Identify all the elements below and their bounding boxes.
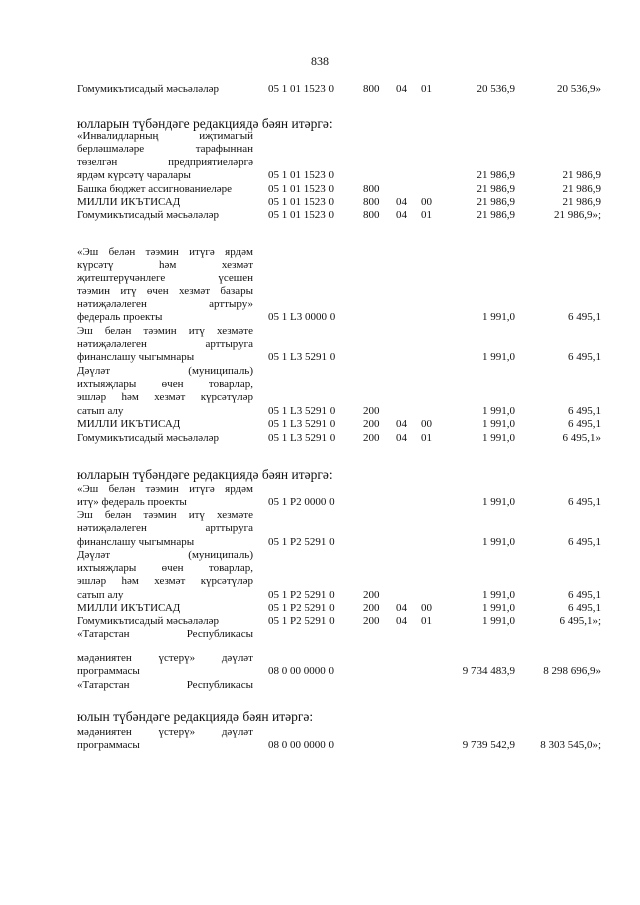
table-row bbox=[0, 509, 640, 522]
table-row bbox=[0, 432, 640, 445]
row-name: программасы bbox=[77, 665, 140, 677]
row-section: 04 bbox=[396, 432, 407, 444]
table-row bbox=[0, 602, 640, 615]
row-amount-1: 1 991,0 bbox=[482, 418, 515, 430]
row-name: МИЛЛИ ИКЪТИСАД bbox=[77, 196, 181, 208]
row-amount-2: 8 303 545,0»; bbox=[540, 739, 601, 751]
row-amount-2: 6 495,1 bbox=[568, 589, 601, 601]
row-section: 04 bbox=[396, 418, 407, 430]
row-amount-2: 8 298 696,9» bbox=[543, 665, 601, 677]
table-row bbox=[0, 272, 640, 285]
row-name bbox=[77, 259, 253, 272]
row-name bbox=[77, 549, 253, 562]
page-number: 838 bbox=[311, 54, 329, 68]
table-row bbox=[0, 496, 640, 509]
row-code: 05 1 01 1523 0 bbox=[268, 196, 334, 208]
row-name bbox=[77, 652, 253, 665]
row-code: 08 0 00 0000 0 bbox=[268, 739, 334, 751]
row-type: 200 bbox=[363, 405, 380, 417]
row-name bbox=[77, 679, 253, 692]
table-row bbox=[0, 209, 640, 222]
row-name-text: нәтиҗәләлеген арттыруга bbox=[77, 522, 253, 534]
row-code: 05 1 L3 0000 0 bbox=[268, 311, 336, 323]
row-name-text: нәтиҗәләлеген арттыруга bbox=[77, 338, 253, 350]
row-amount-1: 9 739 542,9 bbox=[462, 739, 515, 751]
row-name bbox=[77, 378, 253, 391]
row-code: 08 0 00 0000 0 bbox=[268, 665, 334, 677]
row-name-text: ихтыяҗлары өчен товарлар, bbox=[77, 562, 253, 574]
table-row bbox=[0, 562, 640, 575]
table-row bbox=[0, 391, 640, 404]
section-heading: юлын түбәндәге редакциядә бәян итәргә: bbox=[77, 709, 314, 724]
row-amount-1: 1 991,0 bbox=[482, 405, 515, 417]
row-name: Гомумикътисадый мәсьәләләр bbox=[77, 615, 219, 627]
row-name-text: Дәүләт (муниципаль) bbox=[77, 549, 253, 561]
row-type: 200 bbox=[363, 418, 380, 430]
table-row bbox=[0, 405, 640, 418]
row-type: 200 bbox=[363, 432, 380, 444]
table-row bbox=[0, 351, 640, 364]
row-name bbox=[77, 325, 253, 338]
row-amount-2: 21 986,9 bbox=[562, 196, 601, 208]
row-name bbox=[77, 628, 253, 641]
row-amount-1: 21 986,9 bbox=[476, 196, 515, 208]
row-name-text: Эш белән тәэмин итү хезмәте bbox=[77, 325, 253, 337]
table-row bbox=[0, 549, 640, 562]
row-amount-1: 1 991,0 bbox=[482, 351, 515, 363]
row-amount-2: 6 495,1 bbox=[568, 351, 601, 363]
row-amount-2: 6 495,1 bbox=[568, 311, 601, 323]
row-subsection: 01 bbox=[421, 615, 432, 627]
row-name-text: «Татарстан Республикасы bbox=[77, 679, 253, 691]
row-name bbox=[77, 726, 253, 739]
row-amount-1: 9 734 483,9 bbox=[462, 665, 515, 677]
table-row bbox=[0, 196, 640, 209]
table-row bbox=[0, 665, 640, 678]
row-name-text: «Татарстан Республикасы bbox=[77, 628, 253, 640]
row-amount-1: 1 991,0 bbox=[482, 432, 515, 444]
row-amount-1: 1 991,0 bbox=[482, 311, 515, 323]
row-name: Гомумикътисадый мәсьәләләр bbox=[77, 209, 219, 221]
row-name: сатып алу bbox=[77, 589, 124, 601]
table-row bbox=[0, 338, 640, 351]
row-name bbox=[77, 522, 253, 535]
row-name bbox=[77, 156, 253, 169]
row-code: 05 1 01 1523 0 bbox=[268, 169, 334, 181]
row-name-text: Дәүләт (муниципаль) bbox=[77, 365, 253, 377]
row-name-text: эшләр һәм хезмәт күрсәтүләр bbox=[77, 391, 253, 403]
row-subsection: 01 bbox=[421, 209, 432, 221]
table-row bbox=[0, 483, 640, 496]
row-name bbox=[77, 285, 253, 298]
row-code: 05 1 L3 5291 0 bbox=[268, 351, 336, 363]
row-amount-2: 6 495,1 bbox=[568, 418, 601, 430]
row-code: 05 1 P2 5291 0 bbox=[268, 536, 335, 548]
row-name bbox=[77, 272, 253, 285]
row-amount-1: 21 986,9 bbox=[476, 169, 515, 181]
row-subsection: 00 bbox=[421, 196, 432, 208]
row-amount-2: 6 495,1 bbox=[568, 405, 601, 417]
row-name bbox=[77, 483, 253, 496]
row-code: 05 1 P2 5291 0 bbox=[268, 615, 335, 627]
row-name: программасы bbox=[77, 739, 140, 751]
row-amount-2: 6 495,1 bbox=[568, 496, 601, 508]
row-subsection: 00 bbox=[421, 602, 432, 614]
row-amount-2: 6 495,1 bbox=[568, 536, 601, 548]
row-name-text: төзелгән предприятиеләргә bbox=[77, 156, 253, 168]
row-amount-2: 6 495,1» bbox=[562, 432, 601, 444]
row-name-text: берләшмәләре тарафыннан bbox=[77, 143, 253, 155]
table-row bbox=[0, 169, 640, 182]
row-type: 800 bbox=[363, 83, 380, 95]
row-amount-2: 20 536,9» bbox=[557, 83, 601, 95]
row-name-text: җитештерүчәнлеге үсешен bbox=[77, 272, 253, 284]
row-name: Башка бюджет ассигнованиеләре bbox=[77, 183, 232, 195]
row-code: 05 1 P2 0000 0 bbox=[268, 496, 335, 508]
table-row bbox=[0, 679, 640, 692]
table-row bbox=[0, 575, 640, 588]
table-row bbox=[0, 83, 640, 96]
row-amount-2: 21 986,9 bbox=[562, 169, 601, 181]
row-name-text: ихтыяҗлары өчен товарлар, bbox=[77, 378, 253, 390]
table-row bbox=[0, 726, 640, 739]
row-amount-1: 21 986,9 bbox=[476, 209, 515, 221]
table-row bbox=[0, 325, 640, 338]
row-name-text: «Эш белән тәэмин итүгә ярдәм bbox=[77, 483, 253, 495]
row-name: Гомумикътисадый мәсьәләләр bbox=[77, 432, 219, 444]
row-amount-2: 6 495,1 bbox=[568, 602, 601, 614]
row-subsection: 00 bbox=[421, 418, 432, 430]
row-code: 05 1 01 1523 0 bbox=[268, 209, 334, 221]
row-name-text: тәэмин итү өчен хезмәт базары bbox=[77, 285, 253, 297]
table-row bbox=[0, 183, 640, 196]
row-name-text: күрсәтү һәм хезмәт bbox=[77, 259, 253, 271]
row-amount-1: 1 991,0 bbox=[482, 536, 515, 548]
row-amount-2: 6 495,1»; bbox=[559, 615, 601, 627]
row-name: МИЛЛИ ИКЪТИСАД bbox=[77, 602, 181, 614]
row-name: финанслашу чыгымнары bbox=[77, 536, 195, 548]
row-amount-1: 1 991,0 bbox=[482, 602, 515, 614]
table-row bbox=[0, 615, 640, 628]
row-name: федераль проекты bbox=[77, 311, 163, 323]
row-name bbox=[77, 130, 253, 143]
row-code: 05 1 L3 5291 0 bbox=[268, 405, 336, 417]
table-row bbox=[0, 311, 640, 324]
section-heading: юлларын түбәндәге редакциядә бәян итәргә: bbox=[77, 467, 333, 482]
row-name: финанслашу чыгымнары bbox=[77, 351, 195, 363]
table-row bbox=[0, 130, 640, 143]
row-name: сатып алу bbox=[77, 405, 124, 417]
row-amount-1: 1 991,0 bbox=[482, 496, 515, 508]
row-type: 800 bbox=[363, 183, 380, 195]
table-row bbox=[0, 652, 640, 665]
row-name: ярдәм күрсәтү чаралары bbox=[77, 169, 191, 181]
table-row bbox=[0, 259, 640, 272]
row-section: 04 bbox=[396, 83, 407, 95]
row-subsection: 01 bbox=[421, 83, 432, 95]
row-name bbox=[77, 338, 253, 351]
row-name bbox=[77, 562, 253, 575]
section-heading: юлларын түбәндәге редакциядә бәян итәргә: bbox=[77, 116, 333, 131]
row-amount-2: 21 986,9 bbox=[562, 183, 601, 195]
row-name-text: «Эш белән тәэмин итүгә ярдәм bbox=[77, 246, 253, 258]
row-type: 200 bbox=[363, 589, 380, 601]
row-name-text: эшләр һәм хезмәт күрсәтүләр bbox=[77, 575, 253, 587]
table-row bbox=[0, 143, 640, 156]
row-section: 04 bbox=[396, 602, 407, 614]
table-row bbox=[0, 378, 640, 391]
row-code: 05 1 L3 5291 0 bbox=[268, 432, 336, 444]
table-row bbox=[0, 285, 640, 298]
row-name-text: нәтиҗәләлеген арттыру» bbox=[77, 298, 253, 310]
row-section: 04 bbox=[396, 209, 407, 221]
row-name bbox=[77, 365, 253, 378]
row-type: 200 bbox=[363, 615, 380, 627]
table-row bbox=[0, 365, 640, 378]
row-amount-1: 20 536,9 bbox=[476, 83, 515, 95]
row-code: 05 1 01 1523 0 bbox=[268, 83, 334, 95]
row-name bbox=[77, 143, 253, 156]
row-name bbox=[77, 246, 253, 259]
table-row bbox=[0, 628, 640, 641]
row-section: 04 bbox=[396, 615, 407, 627]
row-amount-2: 21 986,9»; bbox=[553, 209, 601, 221]
table-row bbox=[0, 589, 640, 602]
row-name: Гомумикътисадый мәсьәләләр bbox=[77, 83, 219, 95]
row-name-text: Эш белән тәэмин итү хезмәте bbox=[77, 509, 253, 521]
table-row bbox=[0, 522, 640, 535]
row-type: 800 bbox=[363, 196, 380, 208]
row-name-text: мәдәниятен үстерү» дәүләт bbox=[77, 726, 253, 738]
row-code: 05 1 01 1523 0 bbox=[268, 183, 334, 195]
row-section: 04 bbox=[396, 196, 407, 208]
table-row bbox=[0, 298, 640, 311]
row-code: 05 1 L3 5291 0 bbox=[268, 418, 336, 430]
row-name bbox=[77, 391, 253, 404]
row-name bbox=[77, 509, 253, 522]
table-row bbox=[0, 536, 640, 549]
row-type: 800 bbox=[363, 209, 380, 221]
row-name: МИЛЛИ ИКЪТИСАД bbox=[77, 418, 181, 430]
row-amount-1: 21 986,9 bbox=[476, 183, 515, 195]
table-row bbox=[0, 739, 640, 752]
row-amount-1: 1 991,0 bbox=[482, 589, 515, 601]
row-name bbox=[77, 575, 253, 588]
table-row bbox=[0, 246, 640, 259]
row-type: 200 bbox=[363, 602, 380, 614]
table-row bbox=[0, 156, 640, 169]
row-name bbox=[77, 298, 253, 311]
row-code: 05 1 P2 5291 0 bbox=[268, 602, 335, 614]
table-row bbox=[0, 418, 640, 431]
row-amount-1: 1 991,0 bbox=[482, 615, 515, 627]
row-code: 05 1 P2 5291 0 bbox=[268, 589, 335, 601]
row-name-text: мәдәниятен үстерү» дәүләт bbox=[77, 652, 253, 664]
row-name-text: «Инвалидларның иҗтимагый bbox=[77, 130, 253, 142]
row-name: итү» федераль проекты bbox=[77, 496, 187, 508]
row-subsection: 01 bbox=[421, 432, 432, 444]
